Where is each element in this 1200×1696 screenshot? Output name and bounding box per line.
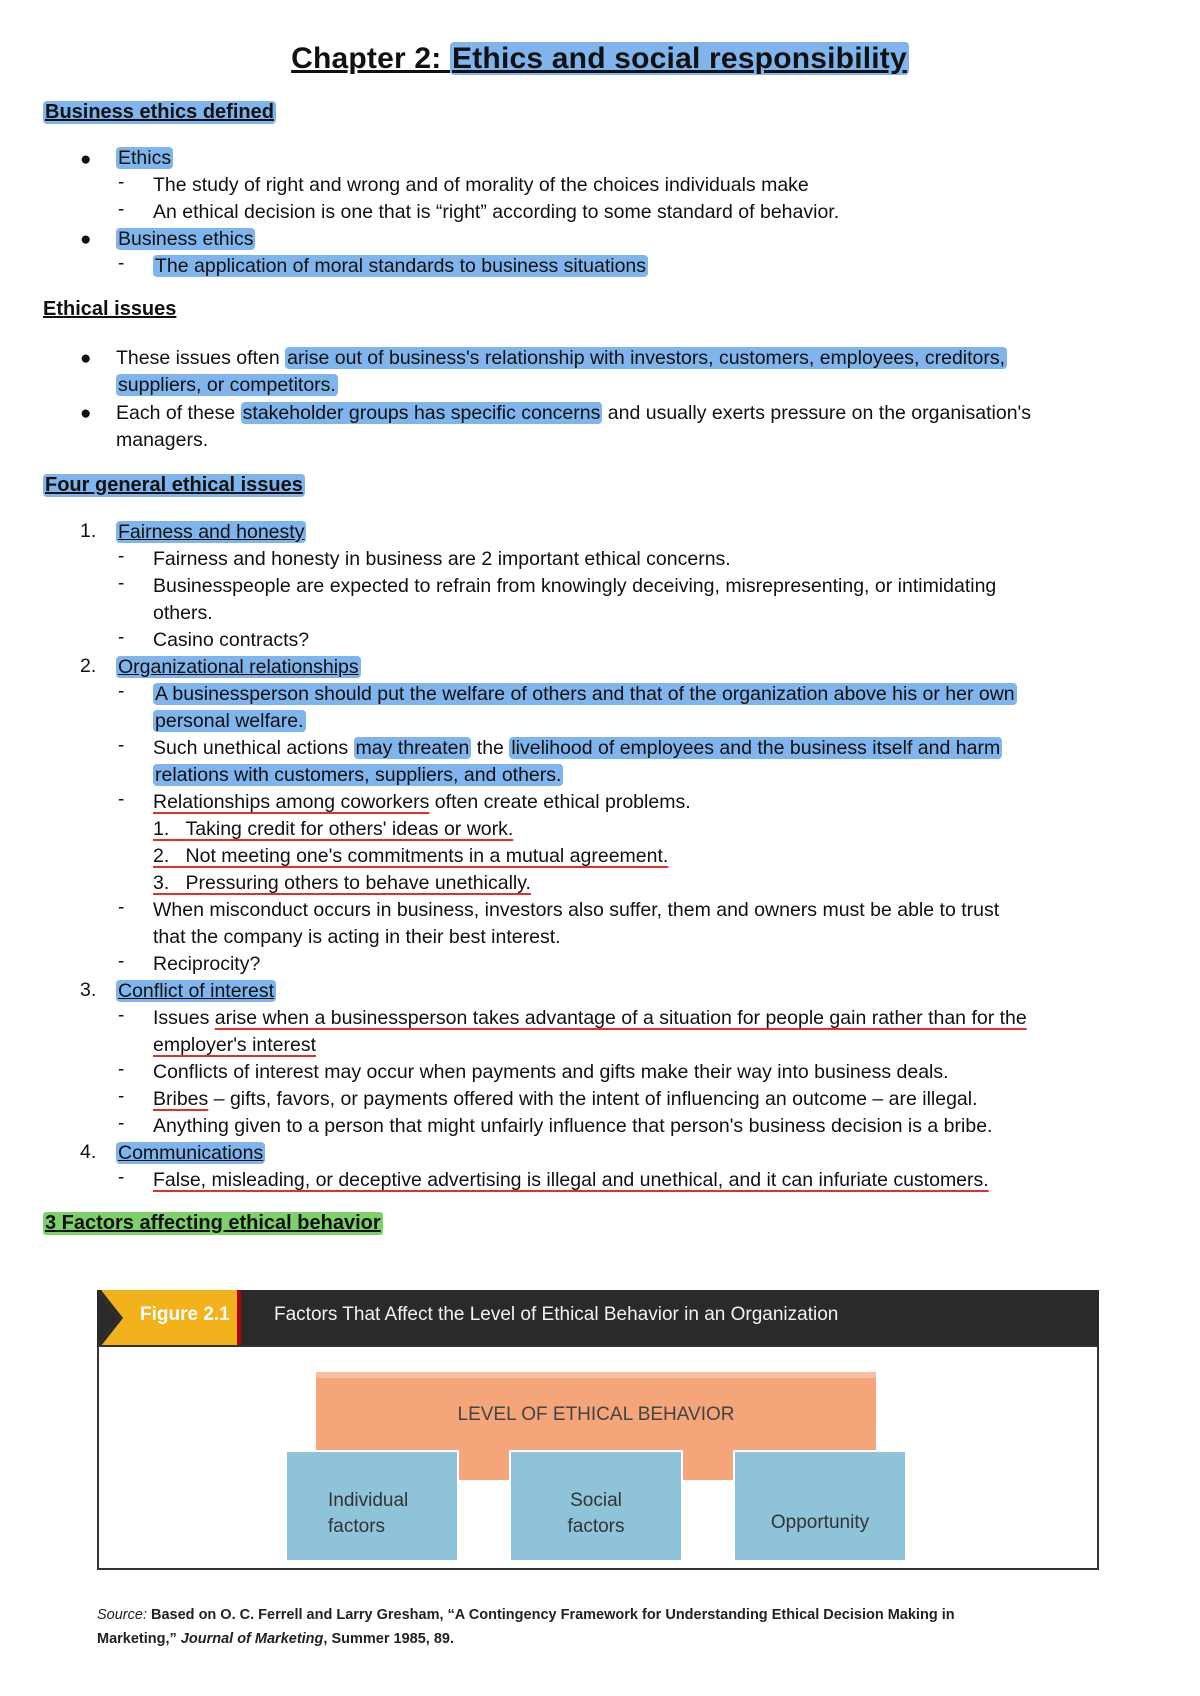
issue-communications: Communications (118, 1142, 264, 1164)
issue-fairness: Fairness and honesty (118, 521, 305, 543)
figure-title: Factors That Affect the Level of Ethical Behavior in an Organization (274, 1304, 839, 1325)
bullet-dot: ● (80, 149, 92, 170)
ethics-definition-2: An ethical decision is one that is “right” according to some standard of behavior. (153, 201, 840, 223)
title-highlight: Ethics and social responsibility (452, 42, 907, 75)
section-heading-ethical-issues: Ethical issues (43, 298, 177, 320)
top-box-label: LEVEL OF ETHICAL BEHAVIOR (457, 1404, 735, 1425)
social-factors-label: Social factors (567, 1490, 625, 1537)
issue-conflict: Conflict of interest (118, 980, 275, 1002)
ethics-definition-1: The study of right and wrong and of morality of the choices individuals make (153, 174, 809, 196)
figure-label: Figure 2.1 (140, 1304, 230, 1325)
opportunity-label: Opportunity (770, 1512, 870, 1533)
page-title: Chapter 2: Ethics and social responsibility (291, 42, 907, 75)
opportunity-box (734, 1451, 906, 1561)
section-heading-factors: 3 Factors affecting ethical behavior (45, 1212, 381, 1234)
document-page: Chapter 2: Ethics and social responsibility Business ethics defined ● Ethics - The study of right and wrong and of morality of the choices individuals make - An ethical decision is one that is “right” according to some standard of behavior. ● Business ethics - The application of moral standards to business situations Ethical issues ● These issues often arise out of business's relationship with investors, customers, employees, creditors, suppliers, or competitors. ● Each of these stakeholder groups has specific concerns and usually exerts pressure on the organisation's managers. Four general ethical issues 1. Fairness and honesty - Fairness and honesty in business are 2 important ethical concerns. - Businesspeople are expected to refrain from knowingly deceiving, misrepresenting, or intimidating others. - Casino contracts? 2. Organizational relationships - A businessperson should put the welfare of others and that of the organization above his or her own personal welfare. - Such unethical actions may threaten the livelihood of employees and the business itself and harm relations with customers, suppliers, and others. - Relationships among coworkers often create ethical problems. 1. Taking credit for others' ideas or work. 2. Not meeting one's commitments in a mutual agreement. 3. Pressuring others to behave unethically. - When misconduct occurs in business, investors also suffer, them and owners must be able to trust that the company is acting in their best interest. - Reciprocity? 3. Conflict of interest - Issues arise when a businessperson takes advantage of a situation for people gain rather than for the employer's interest - Conflicts of interest may occur when payments and gifts make their way into business deals. - Bribes – gifts, favors, or payments offered with the intent of influencing an outcome – are illegal. - Anything given to a person that might unfairly influence that person's business decision is a bribe. 4. Communications - False, misleading, or deceptive advertising is illegal and unethical, and it can infuriate customers. 3 Factors affecting ethical behavior Figure 2.1 Factors That Affect the Level of Ethical Behavior in an Organization LEVEL OF ETHICAL BEHAVIOR Individual factors Social factors Opportunity Source: Based on O. C. Ferrell and Larry Gresham, “A Contingency Framework for Understanding Ethical Decision Making in Marketing,” Journal of Marketing, Summer 1985, 89. (0, 0, 1200, 1696)
issue-organizational: Organizational relationships (118, 656, 359, 678)
bullet-dot: ● (80, 229, 92, 250)
business-ethics-definition: The application of moral standards to business situations (155, 255, 647, 277)
figure-source: Source: Based on O. C. Ferrell and Larry Gresham, “A Contingency Framework for Understanding Ethical Decision Making in Marketing,” Journal of Marketing, Summer 1985, 89. (97, 1607, 955, 1647)
section-heading-business-ethics: Business ethics defined (45, 101, 274, 123)
term-ethics: Ethics (118, 147, 172, 169)
section-heading-four-issues: Four general ethical issues (45, 474, 303, 496)
individual-factors-label: Individual factors (328, 1490, 409, 1537)
term-business-ethics: Business ethics (118, 228, 254, 250)
